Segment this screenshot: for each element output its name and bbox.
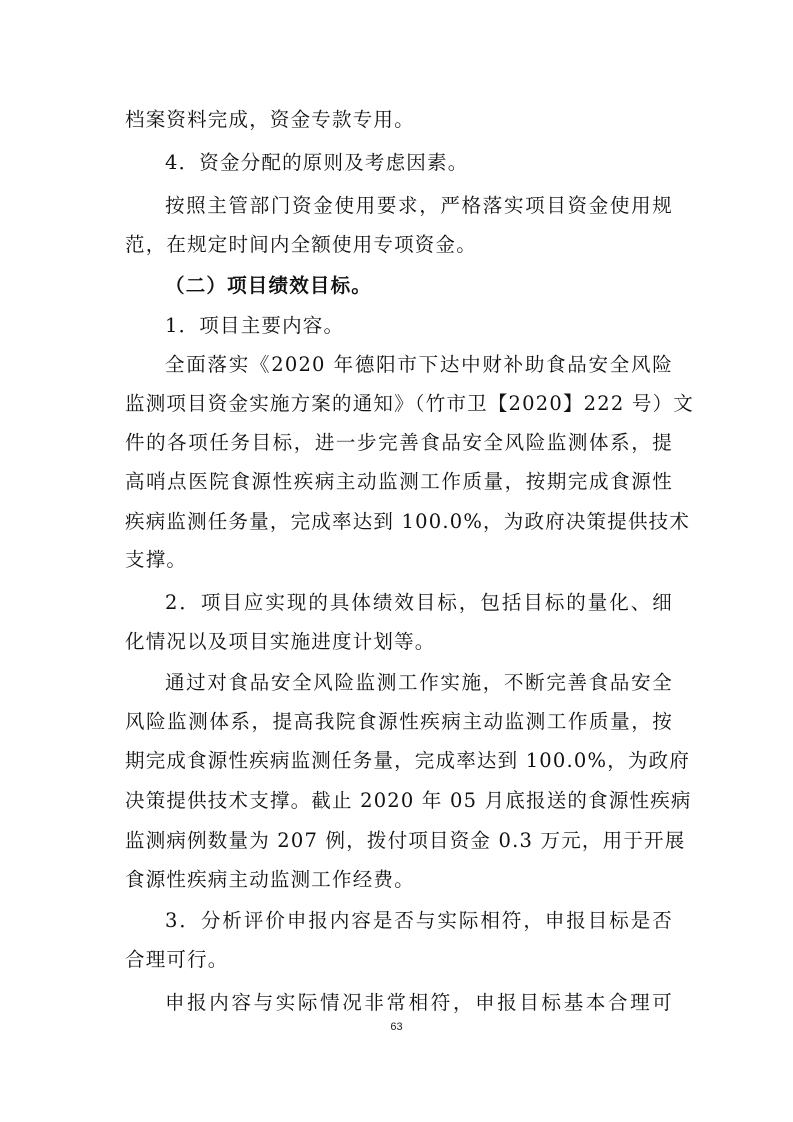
paragraph-line: 疾病监测任务量，完成率达到 100.0%，为政府决策提供技术 [125, 510, 691, 533]
paragraph-line: 高哨点医院食源性疾病主动监测工作质量，按期完成食源性 [125, 470, 673, 493]
paragraph-line: 全面落实《2020 年德阳市下达中财补助食品安全风险 [165, 353, 673, 376]
section-heading: 3．分析评价申报内容是否与实际相符，申报目标是否 [165, 909, 673, 932]
paragraph-line: 期完成食源性疾病监测任务量，完成率达到 100.0%，为政府 [125, 749, 691, 772]
section-title: （二）项目绩效目标。 [165, 274, 373, 297]
paragraph-line: 食源性疾病主动监测工作经费。 [125, 868, 415, 891]
paragraph-line: 支撑。 [125, 548, 188, 571]
page-number: 63 [390, 1021, 403, 1033]
paragraph-line: 监测项目资金实施方案的通知》（竹市卫【2020】222 号）文 [125, 392, 694, 415]
section-heading: 1．项目主要内容。 [165, 314, 345, 337]
paragraph-line: 件的各项任务目标，进一步完善食品安全风险监测体系，提 [125, 431, 673, 454]
paragraph-line: 决策提供技术支撑。截止 2020 年 05 月底报送的食源性疾病 [125, 789, 692, 812]
paragraph-line: 申报内容与实际情况非常相符，申报目标基本合理可 [165, 991, 673, 1014]
section-heading: 合理可行。 [125, 948, 229, 971]
paragraph-line: 监测病例数量为 207 例，拨付项目资金 0.3 万元，用于开展 [125, 829, 686, 852]
section-heading: 4．资金分配的原则及考虑因素。 [165, 151, 469, 174]
paragraph-line: 档案资料完成，资金专款专用。 [125, 108, 415, 131]
section-heading: 2．项目应实现的具体绩效目标，包括目标的量化、细 [165, 591, 673, 614]
paragraph-line: 风险监测体系，提高我院食源性疾病主动监测工作质量，按 [125, 710, 673, 733]
paragraph-line: 通过对食品安全风险监测工作实施，不断完善食品安全 [165, 671, 673, 694]
paragraph-line: 范，在规定时间内全额使用专项资金。 [125, 233, 477, 256]
paragraph-line: 按照主管部门资金使用要求，严格落实项目资金使用规 [165, 194, 673, 217]
section-heading: 化情况以及项目实施进度计划等。 [125, 630, 436, 653]
